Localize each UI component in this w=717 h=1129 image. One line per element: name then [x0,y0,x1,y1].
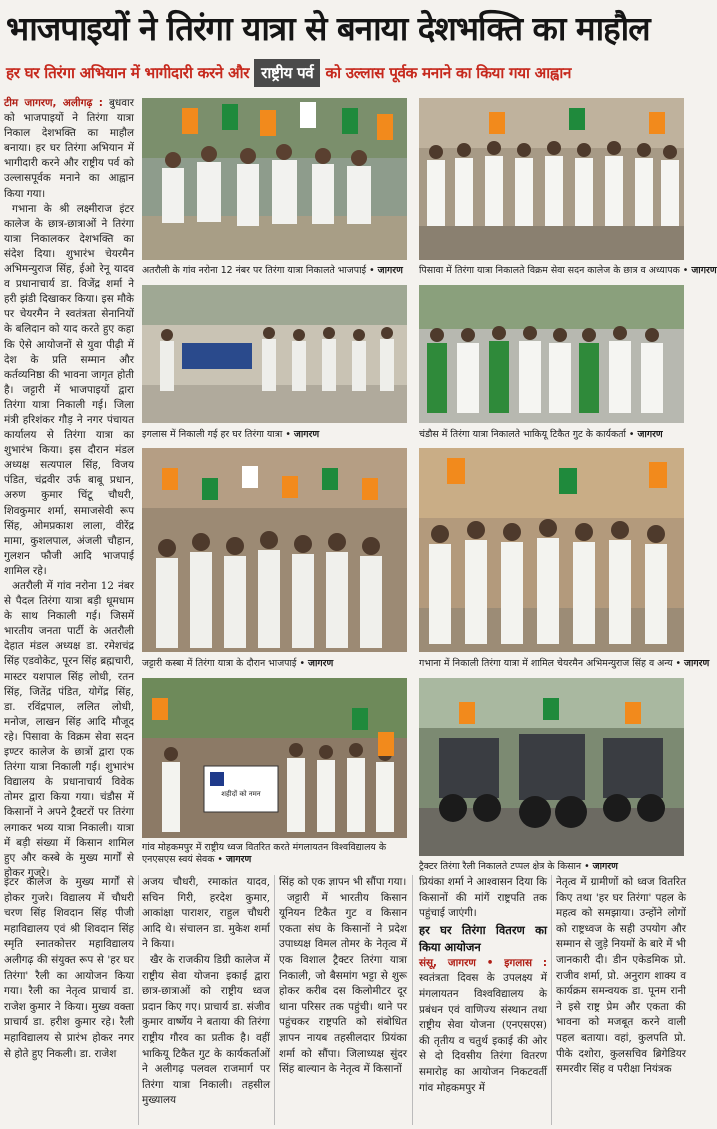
bottom-column-4: प्रियंका शर्मा ने आश्वासन दिया कि किसानों की मांगें राष्ट्रपति तक पहुंचाई जाएंगी। हर घर तिरंगा वितरण का किया आयोजन संसू, जागरण • इगलास : स्वतंत्रता दिवस के उपलक्ष्य में मंगलायतन विश्वविद्यालय के प्रबंधन एवं वाणिज्य संस्थान तथा राष्ट्रीय सेवा योजना (एनएसएस) की तृतीय व चतुर्थ इकाई की ओर से दो दिवसीय तिरंगा वितरण समारोह का आयोजन निकटवर्ती गांव मोहकमपुर में [419,876,547,1094]
crowd-photo-6 [419,448,684,652]
subheadline [6,58,686,88]
crowd-photo-5 [142,448,407,652]
article-paragraph-3: अतरौली में गांव नरोना 12 नंबर से पैदल तिरंगा यात्रा बड़ी धूमधाम के साथ निकाली गई। जिसमें भारतीय जनता पार्टी के अतरौली देहात मंडल अध्यक्ष डा. रमेशचंद्र सिंह एडवोकेट, पूरन सिंह ब्रह्मचारी, मास्टर यशपाल सिंह लोधी, रतन सिंह, जितेंद्र पंडित, योगेंद्र सिंह, डा. रविंद्रपाल, ललित लोधी, मनोज, लाखन सिंह आदि मौजूद रहे। पिसावा के विक्रम सेवा सदन इण्टर कालेज के छात्रों द्वारा एक तिरंगा यात्रा निकाली गई। शुभारंभ विद्यालय के प्रधानाचार्य विवेक तोमर द्वारा किया गया। चंडौस में किसानों ने अपने ट्रैक्टरों पर तिरंगा लगाकर भव्य यात्रा निकाली। यात्रा में बड़ी संख्या में किसान शामिल हुए और कस्बे के मुख्य मार्गों से होकर गुजरे। [4,580,134,879]
crowd-photo-2 [419,98,684,260]
crowd-photo-3 [142,285,407,423]
caption-8: ट्रैक्टर तिरंगा रैली निकालते टप्पल क्षेत्र के किसान • जागरण [419,861,618,872]
caption-5: जट्टारी कस्बा में तिरंगा यात्रा के दौरान भाजपाई • जागरण [142,658,334,669]
photo-mohkampur-flag-distribution [142,678,407,838]
caption-4: चंडौस में तिरंगा यात्रा निकालते भाकियू टिकैत गुट के कार्यकर्ता • जागरण [419,429,663,440]
crowd-photo-8 [419,678,684,856]
caption-3: इगलास में निकाली गई हर घर तिरंगा यात्रा • जागरण [142,429,320,440]
subhead-highlight: राष्ट्रीय पर्व [254,59,320,87]
photo-tappal-tractor-rally [419,678,684,856]
headline: भाजपाइयों ने तिरंगा यात्रा से बनाया देशभक्ति का माहौल [6,9,650,48]
crowd-photo-4 [419,285,684,423]
caption-6: गभाना में निकाली तिरंगा यात्रा में शामिल चेयरमैन अभिमन्युराज सिंह व अन्य • जागरण [419,658,710,669]
photo-chandaus-rally [419,285,684,423]
subhead-before: हर घर तिरंगा अभियान में भागीदारी करने और [6,64,250,82]
article-paragraph-2: गभाना के श्री लक्ष्मीराज इंटर कालेज के छात्र-छात्राओं ने तिरंगा यात्रा निकालकर देशभक्ति का संदेश दिया। शुभारंभ चेयरमैन अभिमन्युराज सिंह, ईओ रेनू यादव व प्रधानाचार्य डा. विजेंद्र शर्मा ने हरी झंडी दिखाकर किया। इस मौके पर चेयरमैन ने स्वतंत्रता सेनानियों के बलिदान को याद करते हुए कहा कि ऐसे आयोजनों से युवा पीढ़ी में देश के प्रति सम्मान और कर्तव्यनिष्ठा की भावना जागृत होती है। जट्टारी में भाजपाइयों द्वारा तिरंगा यात्रा निकाली गई। जिला मंत्री हरिशंकर गौड़ ने नगर पंचायत कार्यालय से तिरंगा यात्रा का शुभारंभ किया। इस दौरान मंडल अध्यक्ष सत्यपाल सिंह, विजय पंडित, चंद्रवीर उर्फ बाबू प्रधान, अरुण कुमार चिंटू चौधरी, शिवकुमार शर्मा, समाजसेवी रूप सिंह, ओमप्रकाश लाला, वीरेंद्र मामा, कुशलपाल, अंजली चौहान, गुलशन फौजी आदि भाजपाई शामिल रहे। [4,202,134,577]
photo-atrauli-rally [142,98,407,260]
caption-7: गांव मोहकमपुर में राष्ट्रीय ध्वज वितरित करते मंगलायतन विश्वविद्यालय के एनएसएस स्वयं सेवक • जागरण [142,842,387,865]
column-divider [551,875,552,1125]
bottom-column-3: सिंह को एक ज्ञापन भी सौंपा गया। जट्टारी में भारतीय किसान यूनियन टिकैत गुट व किसान एकता संघ के किसानों ने प्रदेश उपाध्यक्ष विमल तोमर के नेतृत्व में एक विशाल ट्रैक्टर तिरंगा यात्रा निकाली, जो बैसमांग भट्टा से शुरू होकर करीब दस किलोमीटर दूर थाना परिसर तक पहुंची। थाने पर पहुंचकर राष्ट्रपति को संबोधित ज्ञापन नायब तहसीलदार प्रियंका शर्मा को सौंपा। जिलाध्यक्ष सुंदर सिंह बाल्यान के नेतृत्व में किसानों [279,876,407,1076]
crowd-photo-7 [142,678,407,838]
article-left-column [4,96,134,879]
photo-iglas-rally [142,285,407,423]
photo-jattari-rally [142,448,407,652]
bottom-column-5: नेतृत्व में ग्रामीणों को ध्वज वितरित किए तथा 'हर घर तिरंगा' पहल के महत्व को समझाया। उन्होंने लोगों को राष्ट्रध्वज के सही उपयोग और सम्मान से जुड़े नियमों के बारे में भी जानकारी दी। डीन एकेडमिक प्रो. राजीव शर्मा, प्रो. अनुराग शाक्य व कार्यक्रम समन्वयक डा. पूनम रानी ने इसे राष्ट्र प्रेम और एकता की भावना को मजबूत करने वाली पहल बताया। वहां, कुलपति प्रो. पीके दशोरा, कुलसचिव ब्रिगेडियर समरवीर सिंह व परीक्षा नियंत्रक [556,876,686,1076]
subhead-after: को उल्लास पूर्वक मनाने का किया गया आह्वान [325,64,572,82]
article-paragraph-1: बुधवार को भाजपाइयों ने तिरंगा यात्रा निकाल देशभक्ति का माहौल बनाया। हर घर तिरंगा अभियान में भागीदारी करने और राष्ट्रीय पर्व को उल्लासपूर्वक मनाने का आह्वान किया गया। [4,97,134,200]
photo-gabhana-rally [419,448,684,652]
dateline: टीम जागरण, अलीगढ़ : [4,97,103,109]
column-divider [274,875,275,1125]
column-divider [138,875,139,1125]
crowd-photo-1 [142,98,407,260]
banner-text: शहीदों को नमन [221,790,261,798]
photo-pisawa-rally [419,98,684,260]
bottom-column-2: अजय चौधरी, रमाकांत यादव, सचिन गिरी, हरदेश कुमार, आकांक्षा पाराशर, राहुल चौधरी आदि थे। संचालन डा. मुकेश शर्मा ने किया। खैर के राजकीय डिग्री कालेज में राष्ट्रीय सेवा योजना इकाई द्वारा छात्र-छात्राओं को राष्ट्रीय ध्वज प्रदान किए गए। प्राचार्य डा. संजीव कुमार वार्ष्णेय ने बताया की तिरंगा राष्ट्रीय गौरव का प्रतीक है। वहीं भाकियू टिकैत गुट के कार्यकर्ताओं ने अलीगढ़ पलवल राजमार्ग पर तिरंगा यात्रा निकाली। तहसील मुख्यालय [142,876,270,1107]
dateline-iglas: संसू, जागरण • इगलास : [419,956,547,969]
caption-2: पिसावा में तिरंगा यात्रा निकालते विक्रम सेवा सदन कालेज के छात्र व अध्यापक • जागरण [419,265,717,276]
column-divider [412,875,413,1125]
bottom-column-1: इंटर कालेज के मुख्य मार्गों से होकर गुजरे। विद्यालय में चौधरी चरण सिंह शिवदान सिंह पीजी महाविद्यालय एवं श्री शिवदान सिंह स्मृति स्नातकोत्तर महाविद्यालय अलीगढ़ की संयुक्त रूप से 'हर घर तिरंगा' रैली का आयोजन किया गया। रैली का नेतृत्व प्राचार्य डा. राजेश कुमार ने किया। मुख्य वक्ता प्राचार्य डा. हरीश कुमार रहे। रैली महाविद्यालय से प्रारंभ होकर नगर से होते हुए निकली। डा. राजेश [4,876,134,1060]
subheading-flag-distribution: हर घर तिरंगा वितरण का किया आयोजन [419,922,547,954]
caption-1: अतरौली के गांव नरोना 12 नंबर पर तिरंगा यात्रा निकालते भाजपाई • जागरण [142,265,403,276]
